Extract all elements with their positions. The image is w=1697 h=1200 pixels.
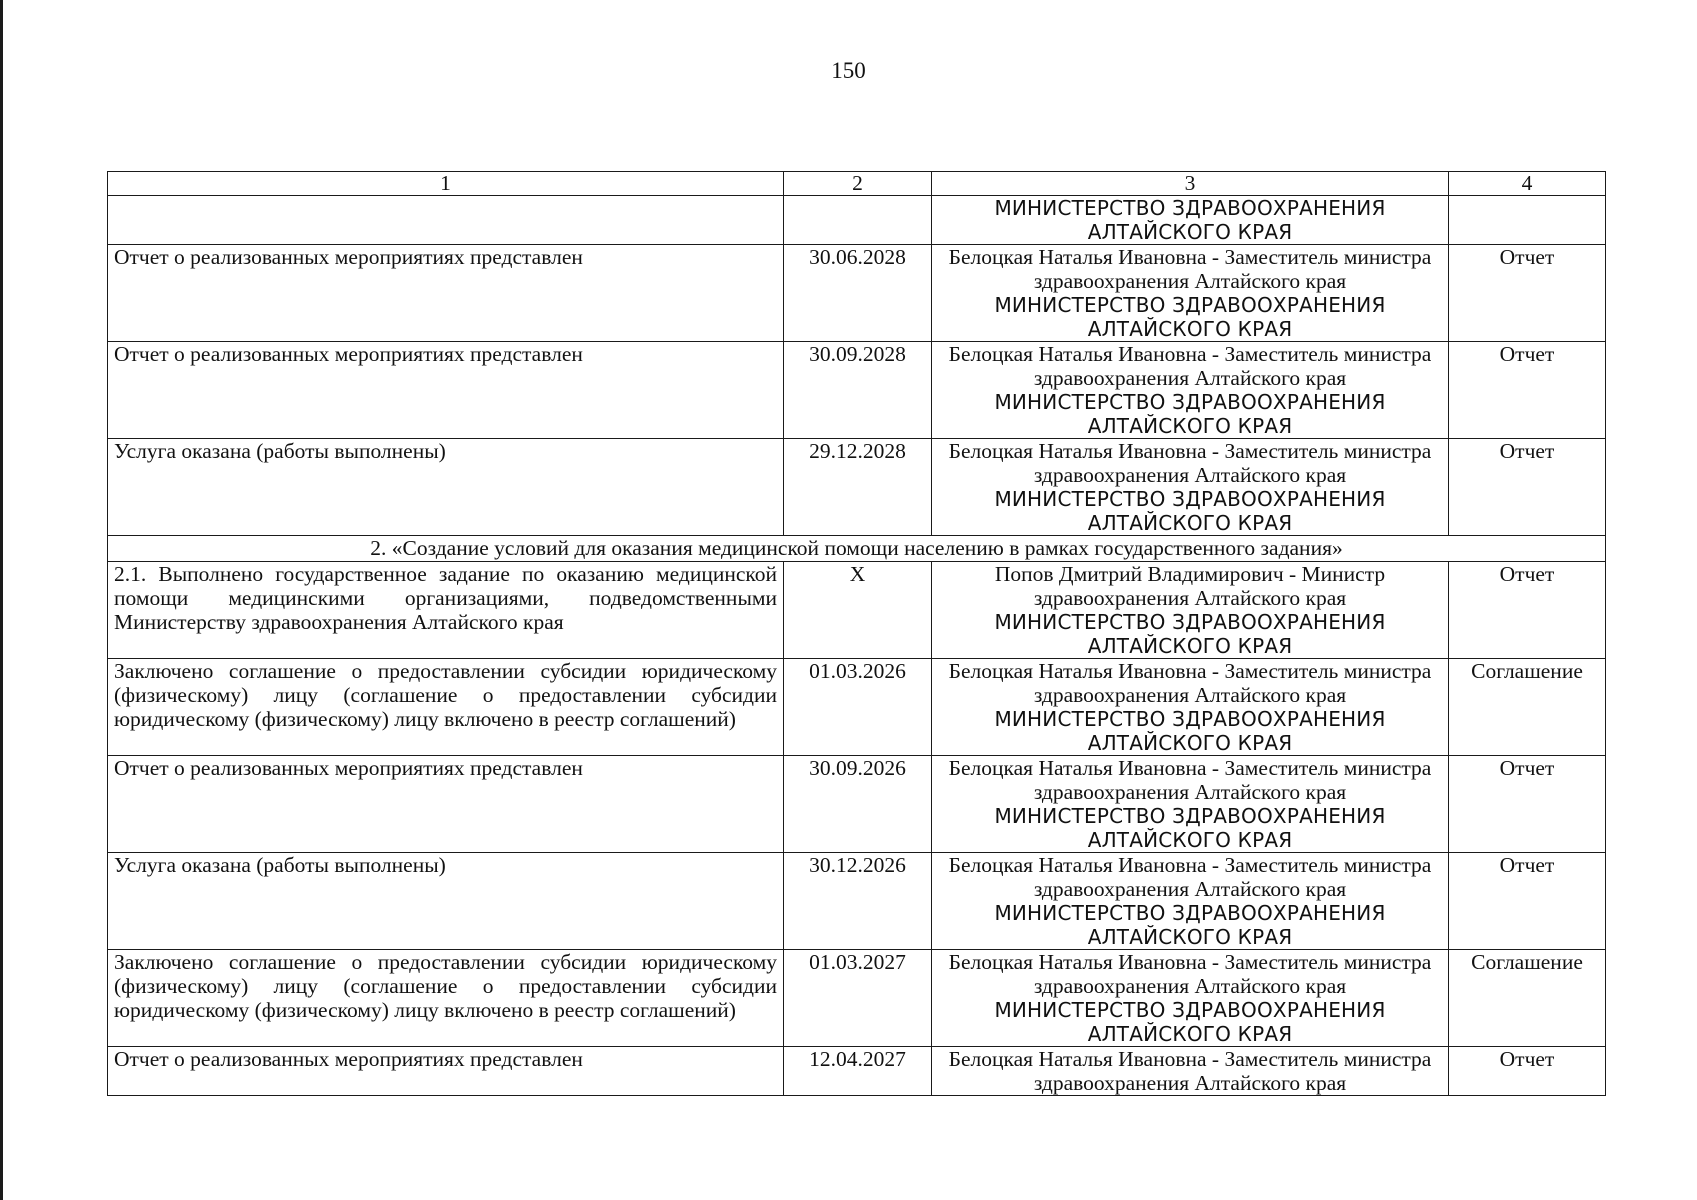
table-row (108, 1047, 1606, 1096)
responsible-org: МИНИСТЕРСТВО ЗДРАВООХРАНЕНИЯ АЛТАЙСКОГО КРАЯ (994, 487, 1386, 535)
cell-document: Отчет (1449, 853, 1606, 950)
responsible-person: Белоцкая Наталья Ивановна - Заместитель министра здравоохранения Алтайского края (948, 342, 1432, 390)
cell-result: 2.1. Выполнено государственное задание по оказанию медицинской помощи медицинскими организациями, подведомственными Министерству здравоохранения Алтайского края (108, 562, 784, 659)
measures-table (107, 171, 1606, 1096)
cell-responsible (932, 853, 1449, 950)
table-row (108, 439, 1606, 536)
responsible-person: Белоцкая Наталья Ивановна - Заместитель министра здравоохранения Алтайского края (948, 659, 1432, 707)
cell-result: Услуга оказана (работы выполнены) (108, 439, 784, 536)
cell-date: 12.04.2027 (784, 1047, 932, 1096)
table-row (108, 342, 1606, 439)
responsible-org: МИНИСТЕРСТВО ЗДРАВООХРАНЕНИЯ АЛТАЙСКОГО КРАЯ (994, 998, 1386, 1046)
cell-date: 01.03.2027 (784, 950, 932, 1047)
section-row (108, 536, 1606, 562)
table-row (108, 245, 1606, 342)
cell-date: X (784, 562, 932, 659)
cell-document: Соглашение (1449, 659, 1606, 756)
responsible-person: Попов Дмитрий Владимирович - Министр здравоохранения Алтайского края (994, 562, 1386, 610)
responsible-person: Белоцкая Наталья Ивановна - Заместитель министра здравоохранения Алтайского края (948, 950, 1432, 998)
table-row (108, 659, 1606, 756)
table-row (108, 756, 1606, 853)
cell-result: Отчет о реализованных мероприятиях представлен (108, 756, 784, 853)
responsible-org: МИНИСТЕРСТВО ЗДРАВООХРАНЕНИЯ АЛТАЙСКОГО КРАЯ (994, 610, 1386, 658)
cell-result: Заключено соглашение о предоставлении субсидии юридическому (физическому) лицу (соглашение о предоставлении субсидии юридическому (физическому) лицу включено в реестр соглашений) (108, 659, 784, 756)
cell-responsible (932, 659, 1449, 756)
section-title: 2. «Создание условий для оказания медицинской помощи населению в рамках государственного задания» (108, 536, 1606, 562)
cell-responsible (932, 756, 1449, 853)
cell-responsible (932, 950, 1449, 1047)
responsible-person: Белоцкая Наталья Ивановна - Заместитель министра здравоохранения Алтайского края (948, 853, 1432, 901)
cell-result: Отчет о реализованных мероприятиях представлен (108, 245, 784, 342)
header-col-1: 1 (108, 172, 784, 196)
header-col-4: 4 (1449, 172, 1606, 196)
table-row (108, 196, 1606, 245)
cell-date: 30.09.2026 (784, 756, 932, 853)
cell-document: Соглашение (1449, 950, 1606, 1047)
responsible-org: МИНИСТЕРСТВО ЗДРАВООХРАНЕНИЯ АЛТАЙСКОГО КРАЯ (994, 707, 1386, 755)
cell-date: 30.12.2026 (784, 853, 932, 950)
cell-document (1449, 196, 1606, 245)
cell-date: 30.09.2028 (784, 342, 932, 439)
responsible-person: Белоцкая Наталья Ивановна - Заместитель министра здравоохранения Алтайского края (948, 439, 1432, 487)
cell-result: Услуга оказана (работы выполнены) (108, 853, 784, 950)
cell-responsible (932, 1047, 1449, 1096)
page-number: 150 (831, 58, 866, 83)
cell-date: 01.03.2026 (784, 659, 932, 756)
responsible-org: МИНИСТЕРСТВО ЗДРАВООХРАНЕНИЯ АЛТАЙСКОГО КРАЯ (994, 390, 1386, 438)
responsible-org: МИНИСТЕРСТВО ЗДРАВООХРАНЕНИЯ АЛТАЙСКОГО КРАЯ (994, 293, 1386, 341)
cell-document: Отчет (1449, 342, 1606, 439)
cell-date (784, 196, 932, 245)
cell-responsible (932, 562, 1449, 659)
cell-result: Отчет о реализованных мероприятиях представлен (108, 342, 784, 439)
cell-document: Отчет (1449, 1047, 1606, 1096)
responsible-org: МИНИСТЕРСТВО ЗДРАВООХРАНЕНИЯ АЛТАЙСКОГО КРАЯ (994, 196, 1386, 244)
cell-document: Отчет (1449, 439, 1606, 536)
table-row (108, 950, 1606, 1047)
cell-result: Отчет о реализованных мероприятиях представлен (108, 1047, 784, 1096)
table-header-row (108, 172, 1606, 196)
responsible-person: Белоцкая Наталья Ивановна - Заместитель министра здравоохранения Алтайского края (948, 245, 1432, 293)
cell-result (108, 196, 784, 245)
cell-date: 29.12.2028 (784, 439, 932, 536)
header-col-3: 3 (932, 172, 1449, 196)
header-col-2: 2 (784, 172, 932, 196)
responsible-org: МИНИСТЕРСТВО ЗДРАВООХРАНЕНИЯ АЛТАЙСКОГО КРАЯ (994, 804, 1386, 852)
cell-responsible (932, 245, 1449, 342)
scan-left-edge (0, 0, 3, 1200)
cell-result: Заключено соглашение о предоставлении субсидии юридическому (физическому) лицу (соглашение о предоставлении субсидии юридическому (физическому) лицу включено в реестр соглашений) (108, 950, 784, 1047)
cell-document: Отчет (1449, 245, 1606, 342)
cell-document: Отчет (1449, 562, 1606, 659)
table-row (108, 853, 1606, 950)
responsible-person: Белоцкая Наталья Ивановна - Заместитель министра здравоохранения Алтайского края (948, 1047, 1432, 1095)
cell-document: Отчет (1449, 756, 1606, 853)
cell-responsible (932, 439, 1449, 536)
cell-date: 30.06.2028 (784, 245, 932, 342)
cell-responsible (932, 196, 1449, 245)
responsible-person: Белоцкая Наталья Ивановна - Заместитель министра здравоохранения Алтайского края (948, 756, 1432, 804)
responsible-org: МИНИСТЕРСТВО ЗДРАВООХРАНЕНИЯ АЛТАЙСКОГО КРАЯ (994, 901, 1386, 949)
cell-responsible (932, 342, 1449, 439)
table-row (108, 562, 1606, 659)
